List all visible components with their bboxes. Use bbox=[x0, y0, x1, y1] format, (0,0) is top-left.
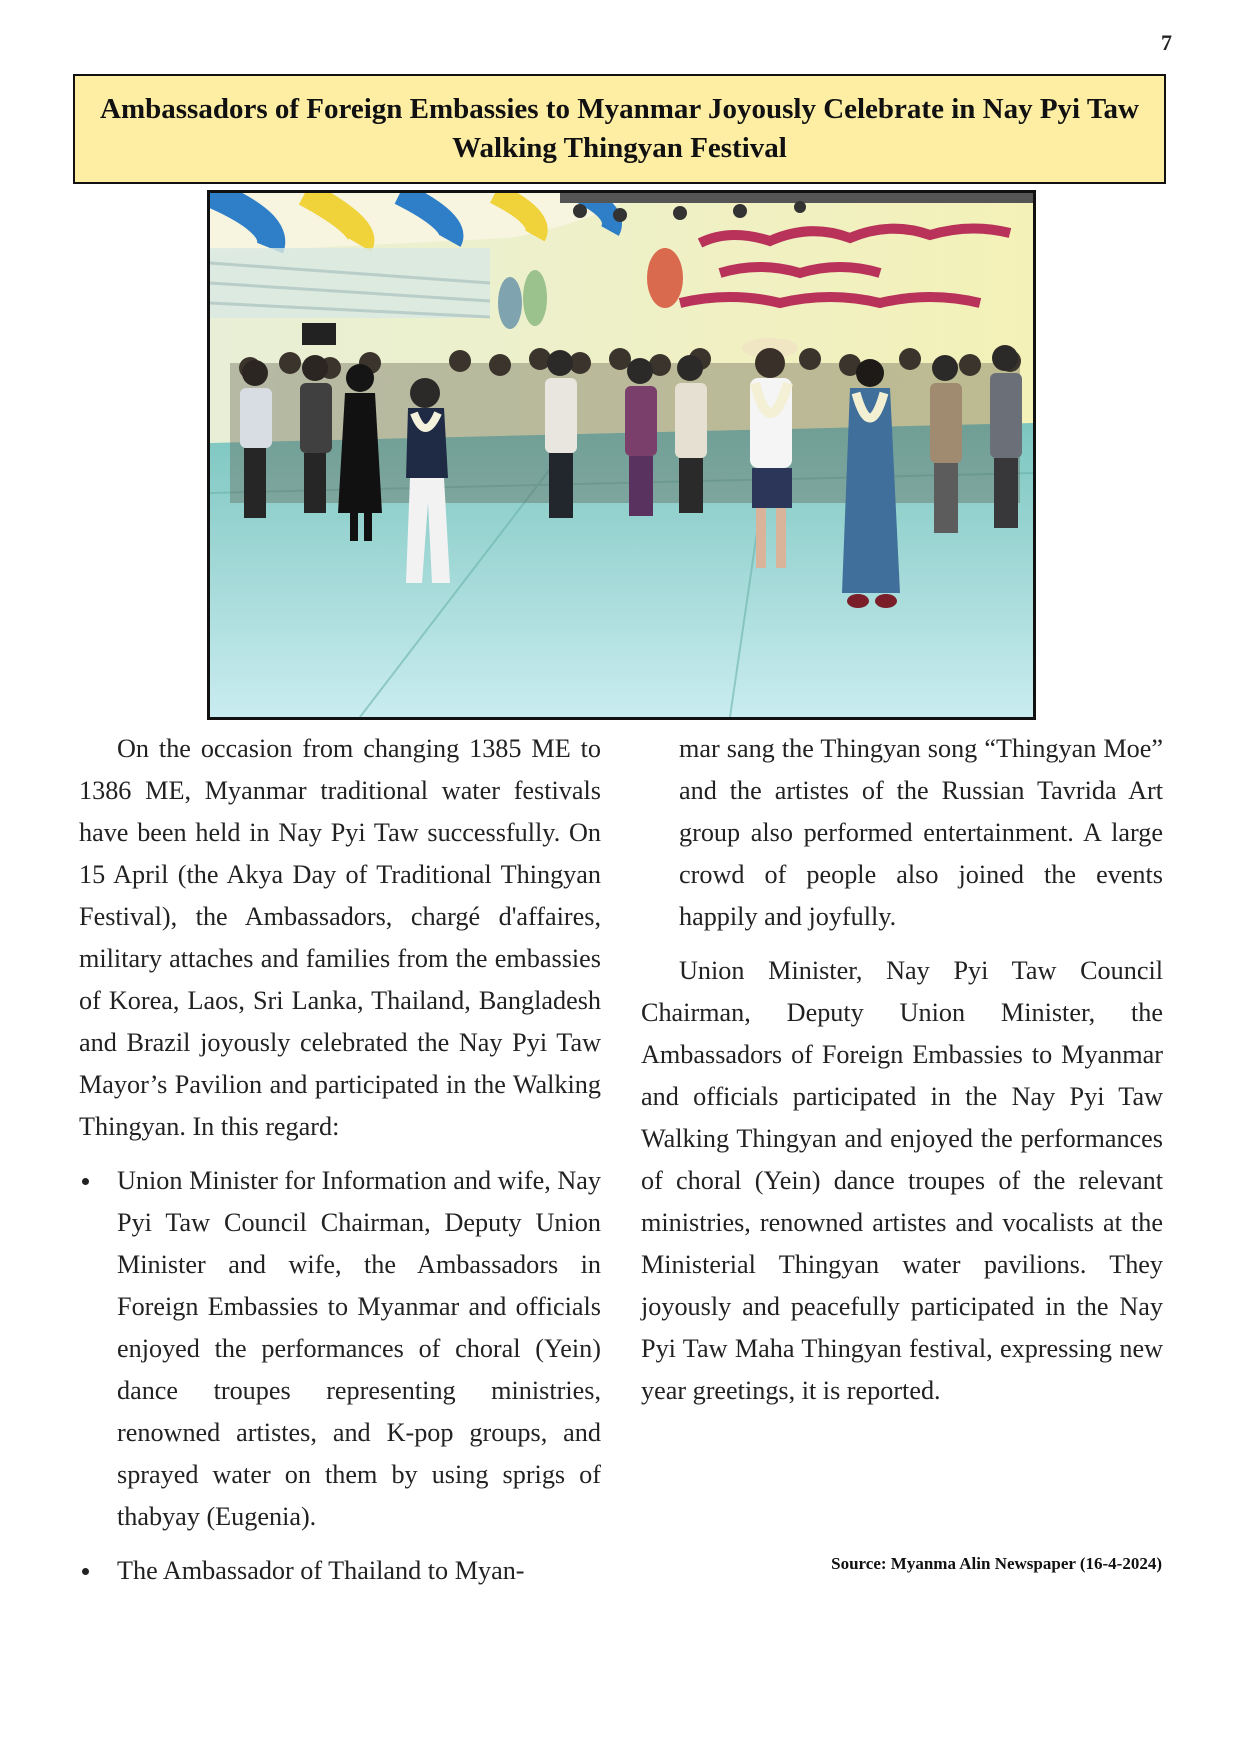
bullet-list bbox=[79, 1160, 601, 1592]
article-column-left bbox=[79, 728, 601, 1592]
photo-illustration bbox=[210, 193, 1033, 717]
title-box bbox=[73, 74, 1166, 184]
bullet-text-start: The Ambassador of Thailand to Myan- bbox=[117, 1556, 525, 1585]
intro-paragraph: On the occasion from changing 1385 ME to 1386 ME, Myanmar traditional water festivals have been held in Nay Pyi Taw successfully. On 15 April (the Akya Day of Traditional Thingyan Festival), the Ambassadors, chargé d'affaires, military attaches and families from the embassies of Korea, Laos, Sri Lanka, Thailand, Bangladesh and Brazil joyously celebrated the Nay Pyi Taw Mayor’s Pavilion and participated in the Walking Thingyan. In this regard: bbox=[79, 734, 601, 1141]
closing-paragraph: Union Minister, Nay Pyi Taw Council Chairman, Deputy Union Minister, the Ambassadors of Foreign Embassies to Myanmar and officials participated in the Nay Pyi Taw Walking Thingyan and enjoyed the performances of choral (Yein) dance troupes of the relevant ministries, renowned artistes and vocalists at the Ministerial Thingyan water pavilions. They joyously and peacefully participated in the Nay Pyi Taw Maha Thingyan festival, expressing new year greetings, it is reported. bbox=[641, 956, 1163, 1405]
event-photo bbox=[207, 190, 1036, 720]
article-title: Ambassadors of Foreign Embassies to Myanmar Joyously Celebrate in Nay Pyi Taw Walking Thingyan Festival bbox=[100, 93, 1139, 164]
source-credit: Source: Myanma Alin Newspaper (16-4-2024) bbox=[831, 1554, 1162, 1573]
bullet-item bbox=[79, 1550, 601, 1592]
article-column-right bbox=[641, 728, 1163, 1412]
bullet-continuation: mar sang the Thingyan song “Thingyan Moe” and the artistes of the Russian Tavrida Art group also performed entertainment. A large crowd of people also joined the events happily and joyfully. bbox=[679, 734, 1163, 931]
bullet-item: Union Minister for Information and wife, Nay Pyi Taw Council Chairman, Deputy Union Minister and wife, the Ambassadors in Foreign Embassies to Myanmar and officials enjoyed the performances of choral (Yein) dance troupes representing ministries, renowned artistes, and K-pop groups, and sprayed water on them by using sprigs of thabyay (Eugenia). bbox=[79, 1160, 601, 1538]
page-number: 7 bbox=[1161, 30, 1172, 55]
